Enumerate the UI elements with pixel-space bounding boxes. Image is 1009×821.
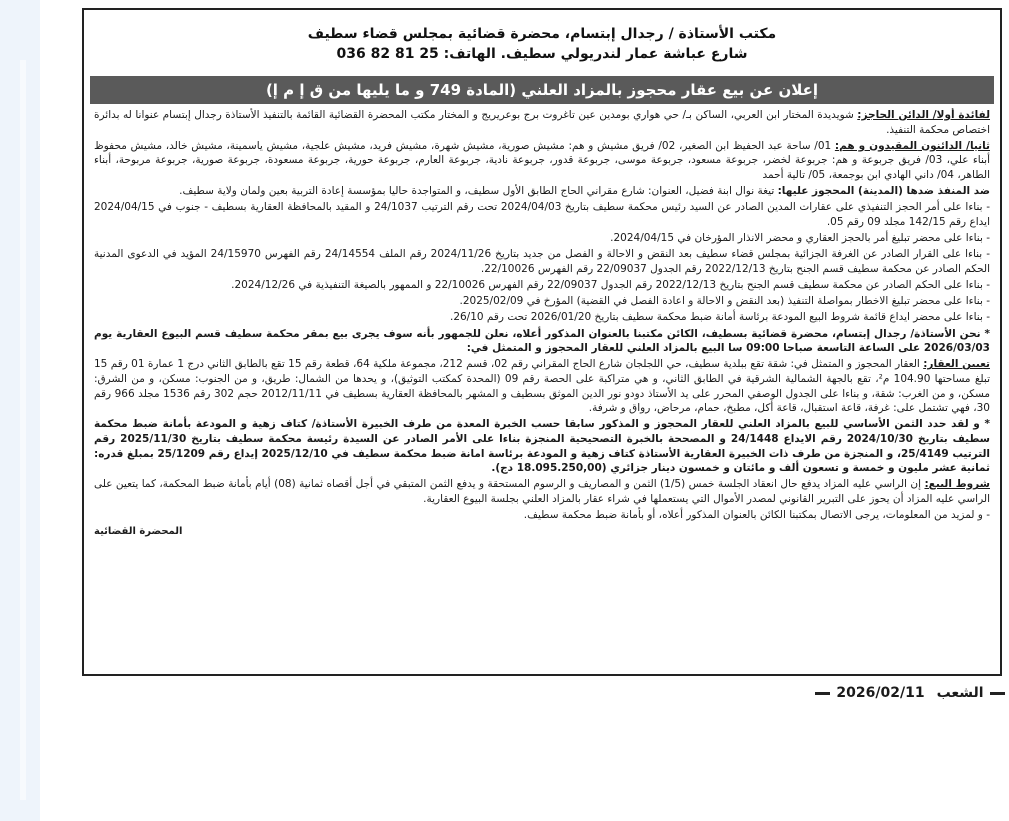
auction-notice: [82, 8, 1002, 676]
paragraph-conditions-deposit: - بناءا على محضر ايداع قائمة شروط البيع المودعة برئاسة أمانة ضبط محكمة سطيف بتاريخ 2026/01/20 تحت رقم 26/10.: [449, 311, 990, 324]
paragraph-contact: - و لمزيد من المعلومات، يرجى الاتصال بمكتبنا الكائن بالعنوان المذكور أعلاه، أو بأمانة ضبط محكمة سطيف.: [523, 509, 990, 522]
signature: المحضرة القضائية: [94, 525, 183, 537]
office-line: مكتب الأستاذة / رجدال إبتسام، محضرة قضائية بمجلس قضاء سطيف: [307, 26, 777, 42]
paragraph-announcement: * نحن الأستاذة/ رجدال إبتسام، محضرة قضائية بسطيف، الكائن مكتبنا بالعنوان المذكور أعلاه، نعلن للجمهور بأنه سوف يجرى بيع بمقر محكمة سطيف قسم البيوع العقارية يوم 2026/03/03 على الساعة التاسعة صباحا 09:00 سا البيع بالمزاد العلني للعقار المحجوز و المتمثل في:: [94, 327, 990, 355]
newspaper-footer: [815, 683, 1005, 703]
footer-rule-left: [815, 692, 830, 695]
address-line: شارع عباشة عمار لندريولي سطيف. الهاتف: 25 81 82 036: [336, 46, 748, 62]
paragraph-notification: - بناءا على محضر تبليغ أمر بالحجز العقاري و محضر الانذار المؤرخان في 2024/04/15.: [610, 232, 990, 245]
paragraph-seizure-order: - بناءا على أمر الحجز التنفيذي على عقارات المدين الصادر عن السيد رئيس محكمة سطيف بتاريخ 2024/04/03 تحت رقم الترتيب 24/1037 و المقيد بالمحافظة العقارية بسطيف - جنوب في 2024/04/15 ايداع رقم 142/15 مجلد 09 رقم 05.: [94, 201, 990, 228]
paragraph-creditor: لفائدة أولا/ الدائن الحاجز: شويديدة المختار ابن العربي، الساكن بـ/ حي هواري بومدين عين تاغروت برج بوعريريج و المختار مكتب المحضرة القضائية القائمة بالتنفيذ الأستاذة رجدال إبتسام عنوانا له بدائرة اختصاص محكمة التنفيذ.: [94, 109, 990, 136]
paragraph-debtor: ضد المنفذ ضدها (المدينة) المحجوز عليها: تيغة نوال ابنة فضيل، العنوان: شارع مقراني الحاج الطابق الأول سطيف، و المتواجدة حاليا بمؤسسة إعادة التربية بعين ولمان ولاية سطيف.: [179, 185, 990, 198]
paragraph-judgment: - بناءا على الحكم الصادر عن محكمة سطيف قسم الجنح بتاريخ 2022/12/13 رقم الجدول 22/09037 رقم الفهرس 22/10026 و الممهور بالصيغة التنفيذية في 2024/12/26.: [231, 279, 990, 292]
scan-margin-mark: [20, 60, 26, 800]
paragraph-property-description: تعيين العقار: العقار المحجوز و المتمثل في: شقة تقع ببلدية سطيف، حي اللجلجان شارع الحاج المقراني رقم 02، قسم 212، مجموعة ملكية 64، قطعة رقم 15 تقع بالطابق الثاني درج 1 عمارة 01 رقم 15 تبلغ مساحتها 104.90 م²، تقع بالجهة الشمالية الشرقية في الطابق الثاني، و هي متراكبة على الحصة رقم 09 (المحدة كمكتب التوثيق)، و يحدها من الشمال: طريق، و من الجنوب: مسكن، و من الشرق: مسكن، و من الغرب: شقة، و بناءا على الجدول الوصفي المحرر على يد الأستاذ دودو نور الدين الموثق بسطيف و المشهر بالمحافظة العقارية بسطيف في 2012/11/11 حجم 302 رقم 1536 مجلد 966 رقم 30، فهي تشتمل على: غرفة، قاعة استقبال، قاعة أكل، مطبخ، حمام، مرحاض، رواق و شرفة.: [94, 358, 990, 415]
publication-date: 2026/02/11: [836, 685, 925, 701]
paragraph-registered-creditors: ثانيا/ الدائنون المقيدون و هم: 01/ ساحة عبد الحفيظ ابن الصغير، 02/ فريق مشيش و هم: مشيش صورية، مشيش شهرة، مشيش فريد، مشيش علجية، مشيش ياسمينة، مشيش خالد، مشيش محفوظ أبناء علي، 03/ فريق جربوعة و هم: جربوعة لخضر، جربوعة مسعود، جربوعة موسى، جربوعة قدور، جربوعة نادية، جربوعة العارم، جربوعة حورية، جربوعة مسعودة، جربوعة صورية، جربوعة مربوحة، أبناء الطاهر، 04/ داني الهادي ابن بوجمعة، 05/ تالية أحمد: [94, 139, 990, 181]
paragraph-sale-conditions: شروط البيع: إن الراسي عليه المزاد يدفع حال انعقاد الجلسة خمس (1/5) الثمن و المصاريف و الرسوم المستحقة و يدفع الثمن المتبقي في أجل أقصاه ثمانية (08) أيام بأمانة ضبط المحكمة، كما يتعين على الراسي عليه المزاد أن يحوز على التبرير القانوني لمصدر الأموال التي يستعملها في شراء عقار بالمزاد العلني بجلسة البيوع العقارية.: [94, 478, 990, 505]
footer-rule-right: [990, 692, 1005, 695]
paragraph-enforcement-notice: - بناءا على محضر تبليغ الاخطار بمواصلة التنفيذ (بعد النقض و الاحالة و اعادة الفصل في القضية) المؤرخ في 2025/02/09.: [459, 295, 990, 308]
notice-header: [84, 10, 1000, 64]
newspaper-name: الشعب: [936, 685, 984, 701]
paragraph-base-price: * و لقد حدد الثمن الأساسي للبيع بالمزاد العلني للعقار المحجوز و المذكور سابقا حسب الخبرة المعدة من طرف الخبيرة الأستاذة/ كتاف زهية و المودعة بأمانة ضبط محكمة سطيف بتاريخ 2024/10/30 رقم الايداع 24/1448 و المصححة بالخبرة التصحيحية المنجزة بناءا على الأمر الصادر عن السيدة رئيسة محكمة سطيف بتاريخ 2025/11/30 رقم الترتيب 25/4149، و المنجزة من طرف ذات الخبيرة العقارية الأستاذة كتاف زهية و المودعة برئاسة امانة ضبط محكمة سطيف في 2025/12/10 إيداع رقم 25/1209 بمبلغ قدره: ثمانية عشر مليون و خمسة و تسعون ألف و مائتان و خمسون دينار جزائري (18.095.250,00 دج).: [94, 418, 990, 475]
notice-body: [94, 108, 990, 668]
paragraph-court-decision: - بناءا على القرار الصادر عن الغرفة الجزائية بمجلس قضاء سطيف بعد النقض و الاحالة و الفصل من جديد بتاريخ 2024/11/26 رقم الملف 24/14554 رقم الفهرس 24/15970 المؤيد في الدعوى المدنية الحكم الصادر عن محكمة سطيف قسم الجنح بتاريخ 2022/12/13 رقم الجدول 22/09037 رقم الفهرس 22/10026.: [94, 248, 990, 275]
scan-margin: [0, 0, 40, 821]
notice-title: إعلان عن بيع عقار محجوز بالمزاد العلني (المادة 749 و ما يليها من ق إ م إ): [90, 76, 994, 104]
